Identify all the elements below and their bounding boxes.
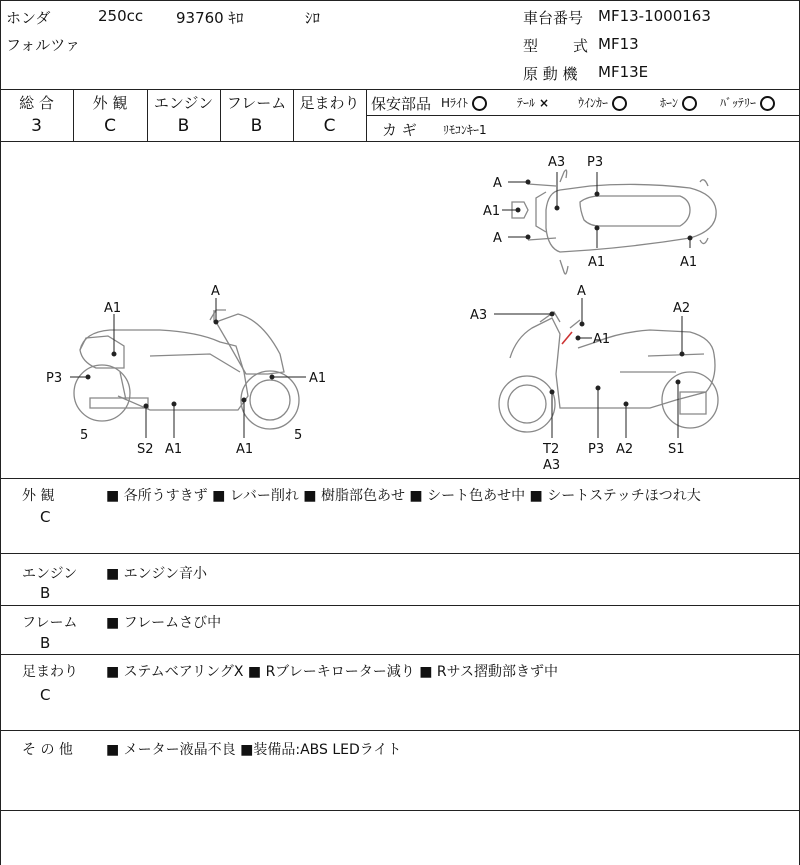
color: ｼﾛ — [305, 9, 321, 27]
section-label: フレーム — [22, 615, 78, 631]
safety-item-horn — [660, 94, 697, 111]
suspension-grade: C — [323, 116, 336, 136]
section-label: 足まわり — [22, 664, 78, 680]
safety-item-battery — [720, 94, 775, 111]
circle-mark-icon — [612, 96, 627, 111]
diagram-labels-right — [470, 284, 690, 473]
diagram-label: A1 — [236, 442, 254, 457]
diagram-label: A1 — [680, 255, 698, 270]
key-label: カ ギ — [382, 121, 417, 139]
section-text: ■ ステムベアリングX ■ Rブレーキローター減り ■ Rサス摺動部きず中 — [106, 664, 559, 680]
safety-item-headlight — [441, 94, 487, 111]
safety-item-name: Hﾗｲﾄ — [441, 96, 469, 110]
safety-item-winker — [578, 94, 627, 111]
diagram-label: P3 — [587, 155, 604, 170]
section-text: ■ フレームさび中 — [106, 615, 222, 631]
diagram-label: P3 — [46, 371, 63, 386]
diagram-label: A1 — [593, 332, 611, 347]
circle-mark-icon — [760, 96, 775, 111]
engine-label: 原 動 機 — [523, 65, 578, 83]
section-label: そ の 他 — [22, 742, 73, 758]
diagram-label: 5 — [294, 428, 303, 443]
safety-item-name: ﾎｰﾝ — [660, 96, 679, 110]
diagram-label: S2 — [137, 442, 154, 457]
engine-value: MF13E — [598, 63, 649, 81]
frame-grade-label: フレーム — [226, 94, 287, 112]
diagram-label: A2 — [673, 301, 691, 316]
suspension-grade-label: 足まわり — [299, 94, 360, 112]
overall-grade: 3 — [31, 116, 42, 136]
exterior-label: 外 観 — [92, 94, 128, 112]
model-name: フォルツァ — [6, 36, 81, 54]
diagram-label: A1 — [165, 442, 183, 457]
diagram-labels-top — [483, 155, 697, 270]
section-label: エンジン — [22, 566, 78, 582]
section-grade: B — [40, 634, 51, 652]
diagram-label: A — [211, 284, 220, 299]
section-grade: C — [40, 686, 51, 704]
maker: ホンダ — [6, 9, 51, 27]
section-label: 外 観 — [22, 488, 55, 504]
diagram-label: A1 — [309, 371, 327, 386]
diagram-label: A — [577, 284, 586, 299]
damage-diagram — [0, 142, 800, 478]
section-text: ■ メーター液晶不良 ■装備品:ABS LEDライト — [106, 742, 402, 758]
mileage: 93760 ｷﾛ — [176, 9, 244, 27]
engine-grade-label: エンジン — [153, 94, 214, 112]
diagram-label: A1 — [588, 255, 606, 270]
diagram-label: A — [493, 176, 502, 191]
diagram-label: 5 — [80, 428, 89, 443]
safety-item-name: ﾃｰﾙ — [517, 96, 536, 110]
type-label-2: 式 — [573, 37, 589, 55]
circle-mark-icon — [682, 96, 697, 111]
diagram-label: A1 — [104, 301, 122, 316]
section-grade: B — [40, 584, 51, 602]
diagram-label: A3 — [543, 458, 561, 473]
safety-item-name: ｳｲﾝｶｰ — [578, 96, 609, 110]
displacement: 250cc — [98, 7, 144, 25]
diagram-label: A — [493, 231, 502, 246]
diagram-label: A1 — [483, 204, 501, 219]
diagram-label: P3 — [588, 442, 605, 457]
scooter-left-side — [74, 310, 299, 429]
diagram-label: A3 — [470, 308, 488, 323]
overall-label: 総 合 — [19, 94, 54, 112]
section-grade: C — [40, 508, 51, 526]
safety-item-tail — [517, 94, 549, 111]
diagram-label: A3 — [548, 155, 566, 170]
engine-grade: B — [177, 116, 190, 136]
diagram-label: S1 — [668, 442, 685, 457]
safety-label: 保安部品 — [371, 95, 432, 113]
section-text: ■ 各所うすきず ■ レバー削れ ■ 樹脂部色あせ ■ シート色あせ中 ■ シートステッチほつれ大 — [106, 488, 701, 504]
key-value: ﾘﾓｺﾝｷｰ1 — [443, 123, 487, 137]
exterior-grade: C — [104, 116, 116, 136]
cross-mark-icon: × — [539, 96, 550, 110]
diagram-label: T2 — [543, 442, 560, 457]
frame-grade: B — [250, 116, 263, 136]
diagram-label: A2 — [616, 442, 634, 457]
frame-no: MF13-1000163 — [598, 7, 711, 25]
circle-mark-icon — [472, 96, 487, 111]
safety-item-name: ﾊﾞｯﾃﾘｰ — [720, 96, 757, 110]
type-value: MF13 — [598, 35, 639, 53]
scooter-right-side — [499, 312, 718, 432]
frame-no-label: 車台番号 — [523, 9, 584, 27]
type-label-1: 型 — [523, 37, 539, 55]
section-text: ■ エンジン音小 — [106, 566, 207, 582]
